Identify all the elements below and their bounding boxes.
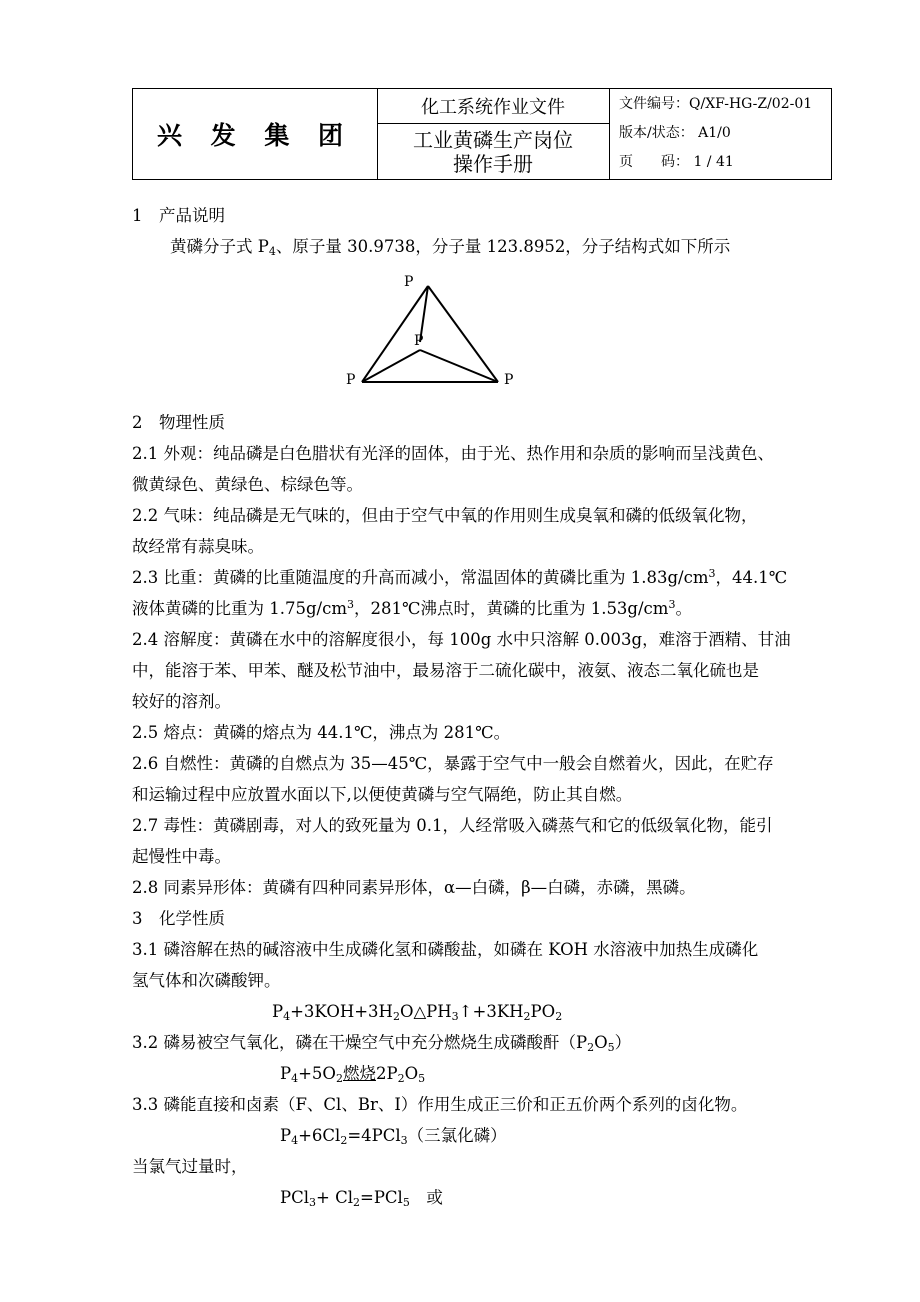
density-line-2: 液体黄磷的比重为 $1.75g/cm^3$，281℃沸点时，黄磷的比重为 $1.53g/cm^3$。 [132,598,692,618]
p4-molecule-diagram [340,270,530,390]
solubility-line-1: 2.4 溶解度：黄磷在水中的溶解度很小，每 100g 水中只溶解 0.003g，难溶于酒精、甘油 [132,630,791,649]
document-header-table [132,88,832,180]
atom-label-left: P [346,372,356,388]
title-line-1: 工业黄磷生产岗位 [413,127,573,152]
section-2-heading: 2 物理性质 [132,413,225,432]
equation-chlorination: $P_4+6Cl_2=4PCl_3$（三氯化磷） [280,1126,507,1147]
company-name: 兴 发 集 团 [133,89,378,179]
document-title-cell [377,89,610,179]
solubility-line-3: 较好的溶剂。 [132,692,231,711]
alkali-reaction-line-1: 3.1 磷溶解在热的碱溶液中生成磷化氢和磷酸盐，如磷在 KOH 水溶液中加热生成磷化 [132,940,759,959]
document-info-cell [609,89,831,179]
document-title [377,124,609,179]
oxidation-line: 3.2 磷易被空气氧化，磷在干燥空气中充分燃烧生成磷酸酐$(P_2O_5)$ [132,1033,632,1054]
autoignition-line-1: 2.6 自燃性：黄磷的自燃点为 35—45℃，暴露于空气中一般会自燃着火，因此，在贮存 [132,754,774,773]
atom-label-center: P [414,333,424,349]
atom-label-top: P [404,274,414,290]
alkali-reaction-line-2: 氢气体和次磷酸钾。 [132,971,281,990]
document-page: 页 码： 1 / 41 [619,154,734,170]
equation-oxidation: $P_4+5O_2$燃烧$2P_2O_5$ [280,1064,426,1085]
title-line-2: 操作手册 [453,151,533,176]
atom-label-right: P [504,372,514,388]
solubility-line-2: 中，能溶于苯、甲苯、醚及松节油中，最易溶于二硫化碳中，液氨、液态二氧化硫也是 [132,661,759,680]
section-1 [132,200,842,262]
odor-line-1: 2.2 气味：纯品磷是无气味的，但由于空气中氧的作用则生成臭氧和磷的低级氧化物， [132,506,758,525]
molecule-intro: 黄磷分子式 $P_4$、原子量 30.9738，分子量 123.8952，分子结构式如下所示 [170,237,731,258]
document-version: 版本/状态： A1/0 [619,125,731,141]
sections-2-3 [132,407,842,1213]
density-line-1: 2.3 比重：黄磷的比重随温度的升高而减小，常温固体的黄磷比重为 $1.83g/cm^3$，44.1℃ [132,567,788,587]
appearance-line-2: 微黄绿色、黄绿色、棕绿色等。 [132,475,363,494]
document-type: 化工系统作业文件 [377,89,609,124]
toxicity-line-1: 2.7 毒性：黄磷剧毒，对人的致死量为 0.1，人经常吸入磷蒸气和它的低级氧化物，能引 [132,816,773,835]
allotropes: 2.8 同素异形体：黄磷有四种同素异形体，α—白磷，β—白磷，赤磷，黑磷。 [132,878,696,897]
odor-line-2: 故经常有蒜臭味。 [132,537,264,556]
appearance-line-1: 2.1 外观：纯品磷是白色腊状有光泽的固体，由于光、热作用和杂质的影响而呈浅黄色、 [132,444,774,463]
section-3-heading: 3 化学性质 [132,909,225,928]
autoignition-line-2: 和运输过程中应放置水面以下,以便使黄磷与空气隔绝，防止其自燃。 [132,785,633,804]
reaction-condition: 燃烧 [342,1064,376,1083]
document-number: 文件编号：Q/XF-HG-Z/02-01 [619,96,813,112]
equation-alkali: $P_4+3KOH+3H_2O\triangle PH_3↑+3KH_2PO_2$ [272,1002,563,1023]
excess-chlorine-line: 当氯气过量时， [132,1157,248,1176]
melting-point: 2.5 熔点：黄磷的熔点为 44.1℃，沸点为 281℃。 [132,723,511,742]
halogen-line: 3.3 磷能直接和卤素（F、Cl、Br、I）作用生成正三价和正五价两个系列的卤化物。 [132,1095,748,1114]
equation-pentachloride: $PCl_3+ Cl_2=PCl_5$ 或 [280,1188,443,1209]
section-1-heading: 1 产品说明 [132,206,225,225]
toxicity-line-2: 起慢性中毒。 [132,847,231,866]
